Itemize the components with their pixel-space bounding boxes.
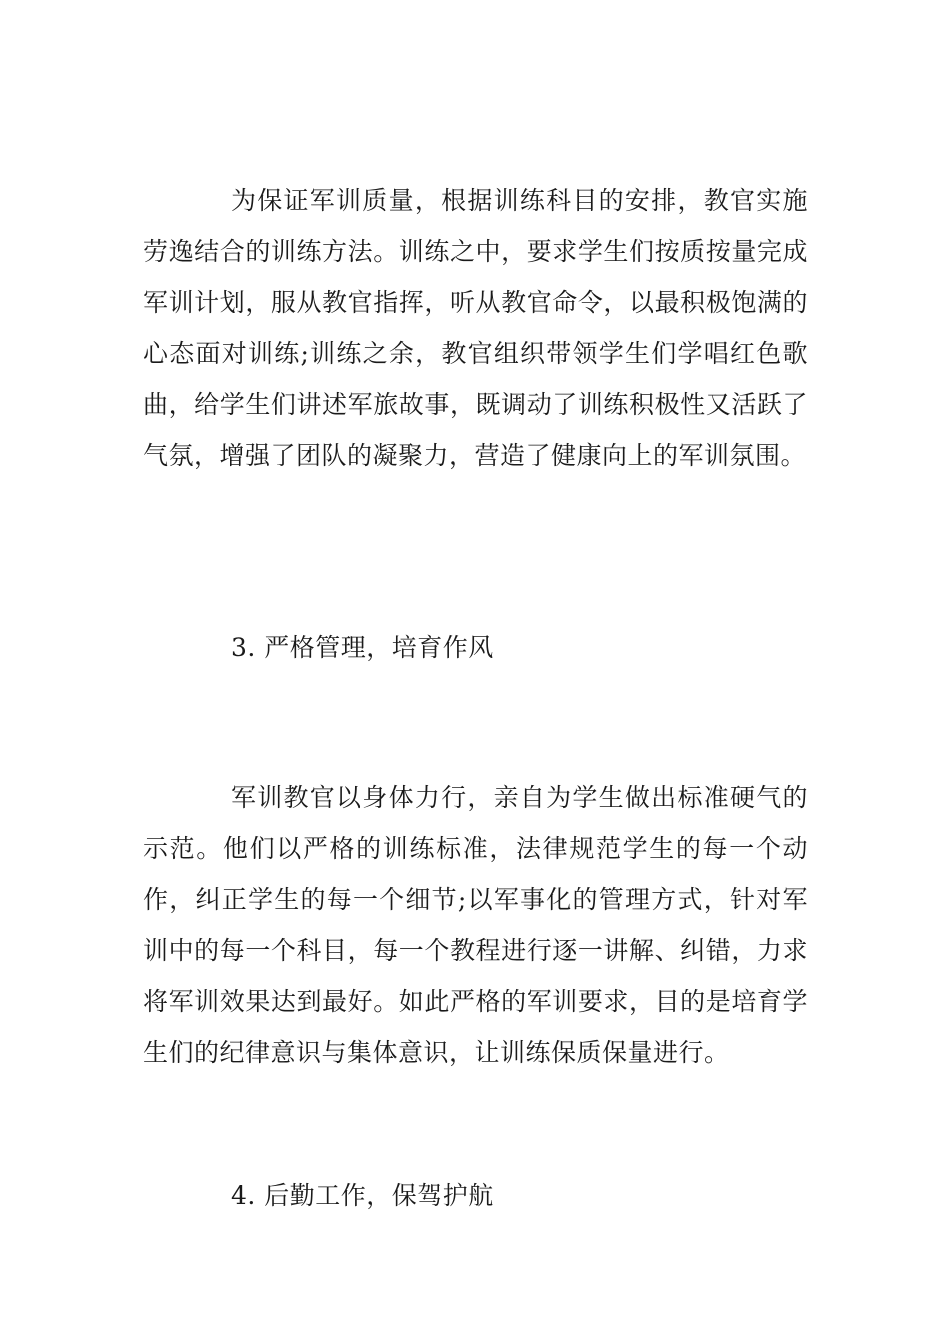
- body-paragraph: 军训教官以身体力行，亲自为学生做出标准硬气的示范。他们以严格的训练标准，法律规范学生的每一个动作，纠正学生的每一个细节;以军事化的管理方式，针对军训中的每一个科目，每一个教程进行逐一讲解、纠错，力求将军训效果达到最好。如此严格的军训要求，目的是培育学生们的纪律意识与集体意识，让训练保质保量进行。: [143, 783, 808, 1067]
- section-heading: 3. 严格管理，培育作风: [231, 633, 494, 662]
- section-heading: 4. 后勤工作，保驾护航: [231, 1181, 494, 1210]
- body-paragraph: 为保证军训质量，根据训练科目的安排，教官实施劳逸结合的训练方法。训练之中，要求学生们按质按量完成军训计划，服从教官指挥，听从教官命令，以最积极饱满的心态面对训练;训练之余，教官组织带领学生们学唱红色歌曲，给学生们讲述军旅故事，既调动了训练积极性又活跃了气氛，增强了团队的凝聚力，营造了健康向上的军训氛围。: [143, 186, 808, 470]
